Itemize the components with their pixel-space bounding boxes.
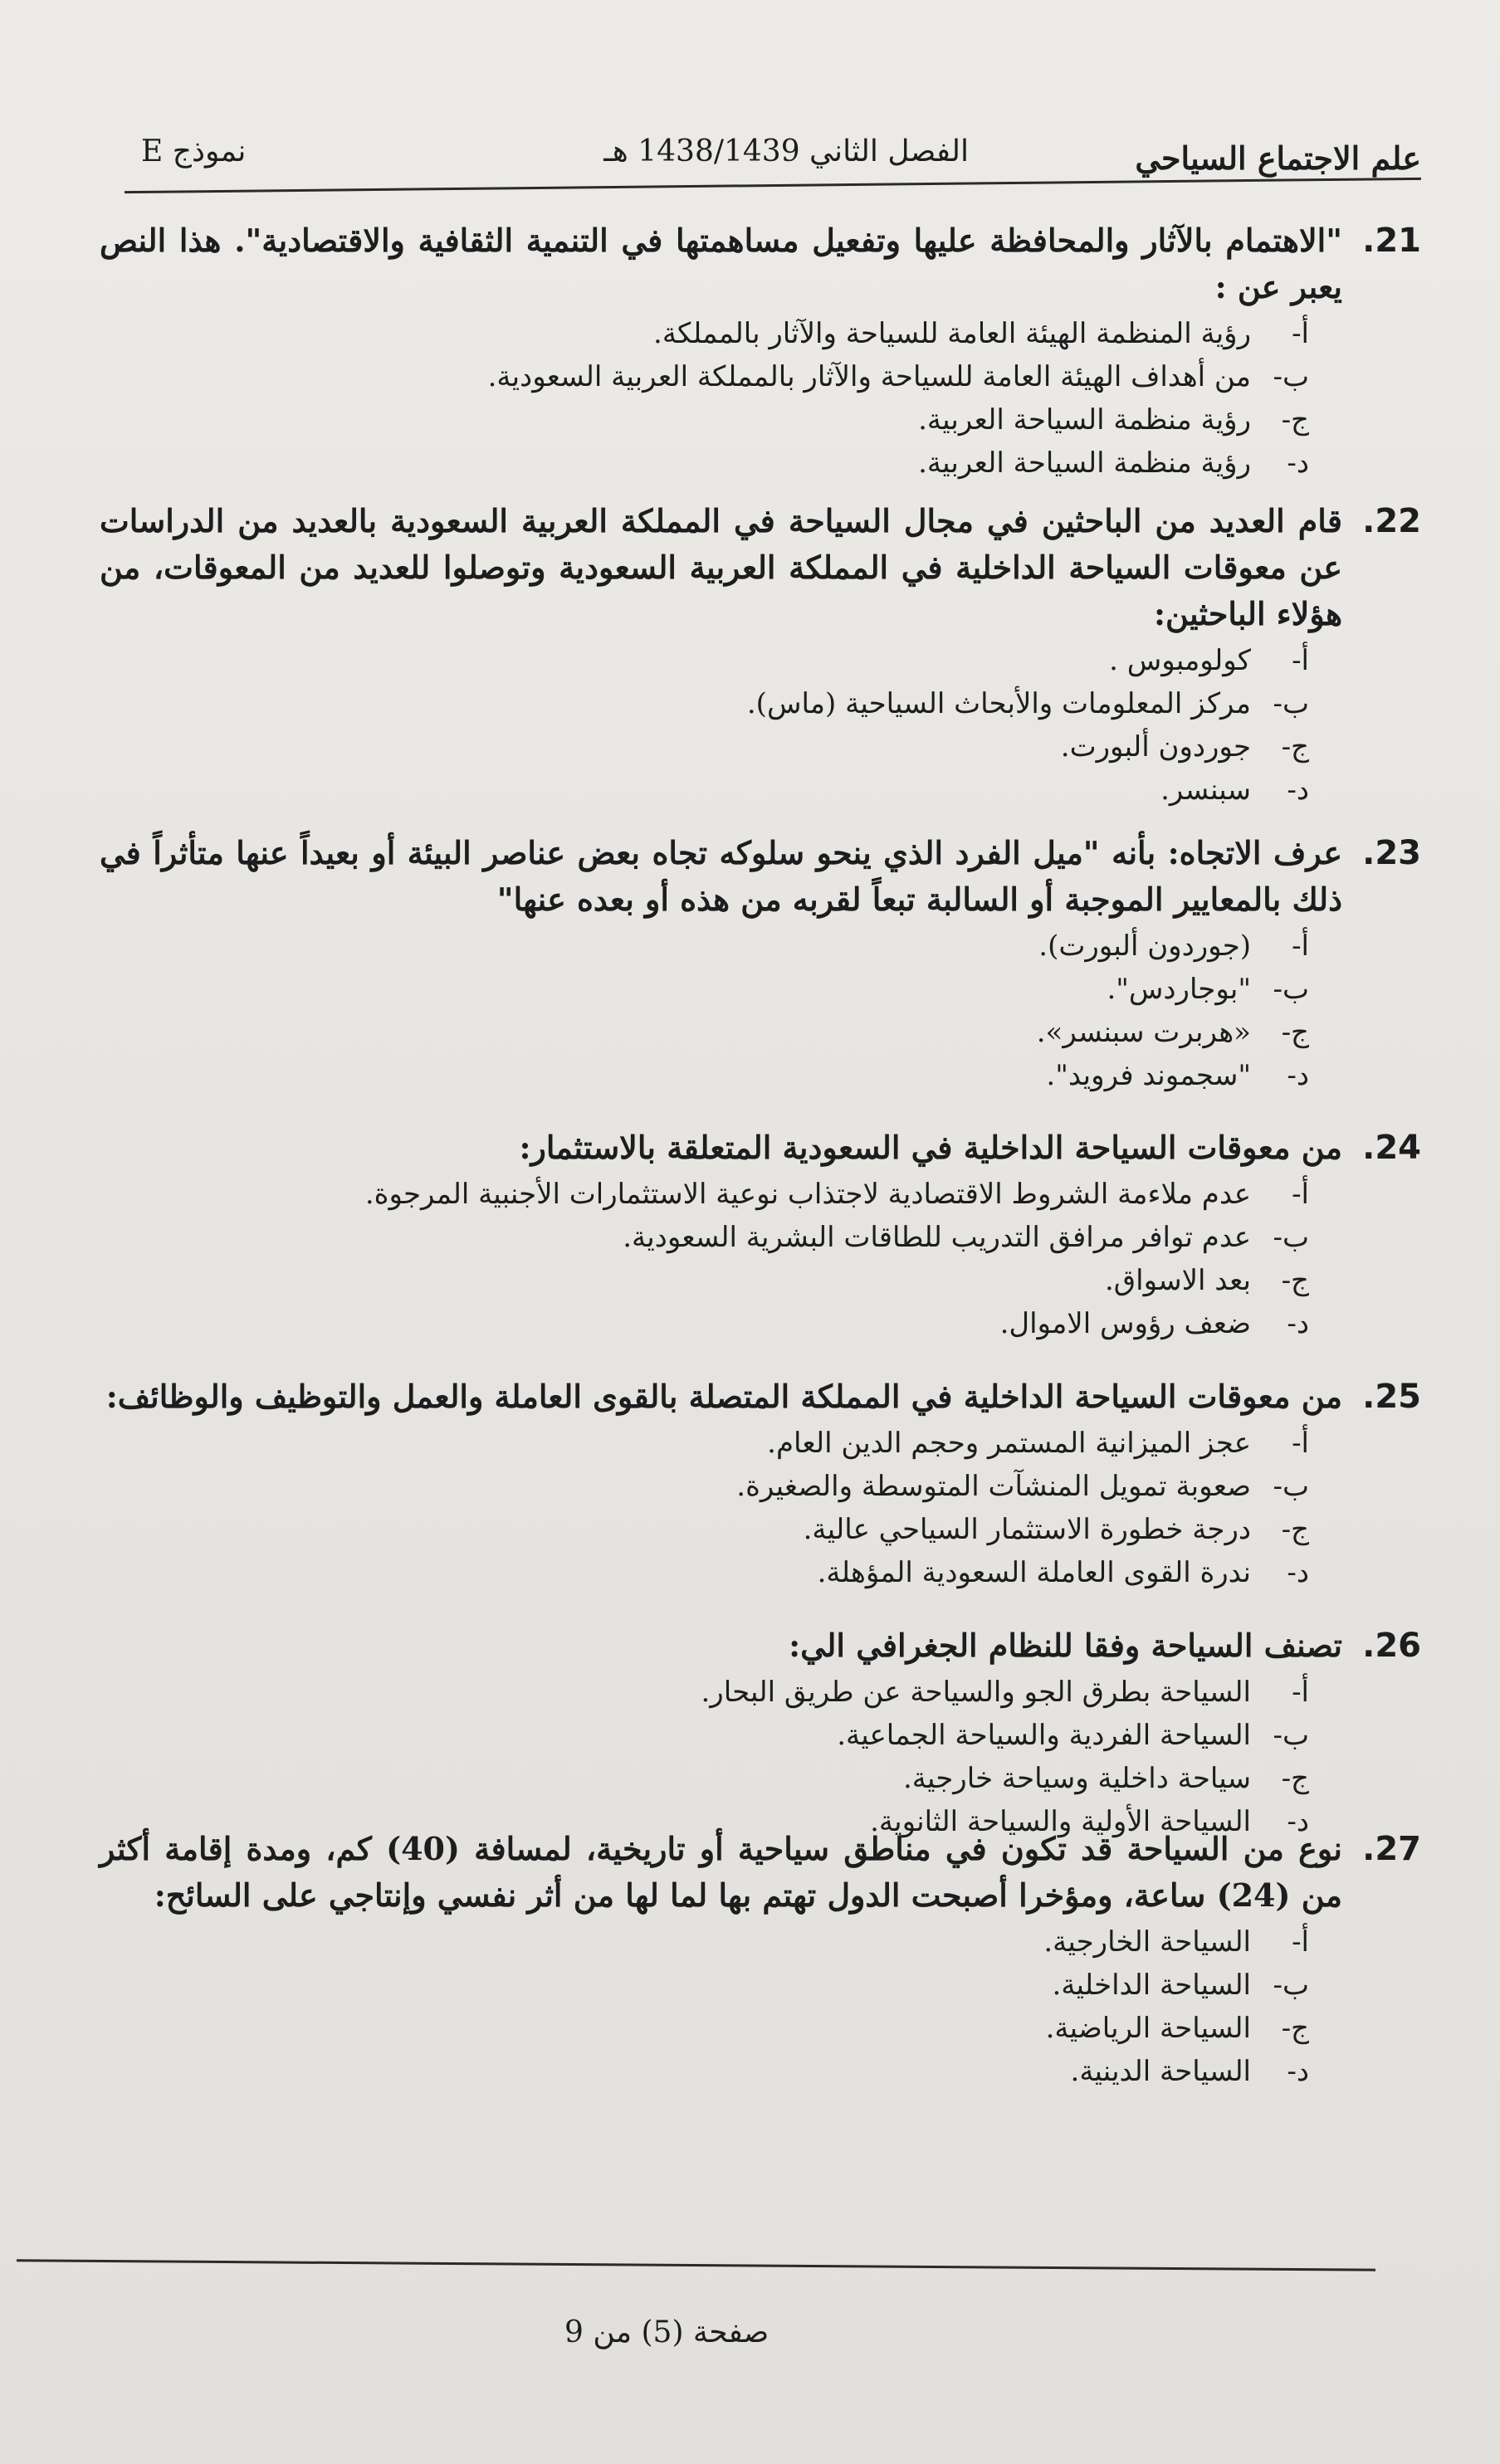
question-25	[100, 1373, 1421, 1594]
options-list	[100, 1422, 1309, 1594]
question-number: 22.	[1362, 502, 1421, 540]
option-c[interactable]: ج-السياحة الرياضية.	[1045, 2012, 1309, 2045]
question-stem	[100, 1826, 1421, 1919]
options-list	[100, 1920, 1309, 2093]
question-26	[100, 1622, 1421, 1843]
option-b[interactable]: ب-عدم توافر مرافق التدريب للطاقات البشرية السعودية.	[623, 1221, 1309, 1254]
options-list	[100, 1671, 1309, 1843]
option-b[interactable]: ب-السياحة الفردية والسياحة الجماعية.	[837, 1719, 1309, 1752]
question-number: 27.	[1362, 1830, 1421, 1868]
question-text: من معوقات السياحة الداخلية في السعودية المتعلقة بالاستثمار:	[519, 1129, 1342, 1166]
question-text: "الاهتمام بالآثار والمحافظة عليها وتفعيل مساهمتها في التنمية الثقافية والاقتصادية". هذا النص يعبر عن :	[100, 222, 1342, 305]
option-d[interactable]: د-السياحة الأولية والسياحة الثانوية.	[870, 1805, 1309, 1838]
option-a[interactable]: أ-(جوردون ألبورت).	[1038, 929, 1309, 963]
option-c[interactable]: ج-رؤية منظمة السياحة العربية.	[918, 403, 1309, 437]
footer-divider	[17, 2259, 1375, 2271]
option-d[interactable]: د-السياحة الدينية.	[1070, 2055, 1309, 2088]
question-text: من معوقات السياحة الداخلية في المملكة المتصلة بالقوى العاملة والعمل والتوظيف والوظائف:	[105, 1378, 1342, 1415]
question-number: 25.	[1362, 1378, 1421, 1416]
question-21	[100, 217, 1421, 485]
option-a[interactable]: أ-كولومبوس .	[1109, 644, 1309, 677]
question-stem	[100, 1125, 1421, 1171]
header-semester: الفصل الثاني 1438/1439 هـ	[603, 134, 969, 168]
header-model: نموذج E	[141, 134, 247, 168]
option-c[interactable]: ج-جوردون ألبورت.	[1060, 730, 1309, 764]
option-b[interactable]: ب-صعوبة تمويل المنشآت المتوسطة والصغيرة.	[736, 1470, 1309, 1503]
option-b[interactable]: ب-السياحة الداخلية.	[1052, 1969, 1309, 2002]
question-text: تصنف السياحة وفقا للنظام الجغرافي الي:	[789, 1627, 1342, 1664]
header-subject: علم الاجتماع السياحي	[1135, 139, 1421, 177]
question-text: قام العديد من الباحثين في مجال السياحة في المملكة العربية السعودية بالعديد من الدراسات عن معوقات السياحة الداخلية في المملكة العربية السعودية وتوصلوا للعديد من المعوقات، من هؤلاء الباحثين:	[100, 502, 1342, 632]
options-list	[100, 925, 1309, 1097]
question-23	[100, 830, 1421, 1097]
question-number: 23.	[1362, 834, 1421, 872]
option-c[interactable]: ج-بعد الاسواق.	[1104, 1264, 1309, 1297]
question-27	[100, 1826, 1421, 2093]
option-a[interactable]: أ-السياحة الخارجية.	[1043, 1925, 1309, 1959]
question-number: 26.	[1362, 1627, 1421, 1665]
question-number: 24.	[1362, 1129, 1421, 1167]
option-c[interactable]: ج-سياحة داخلية وسياحة خارجية.	[902, 1762, 1309, 1795]
options-list	[100, 639, 1309, 812]
option-d[interactable]: د-"سجموند فرويد".	[1046, 1059, 1309, 1092]
question-text: عرف الاتجاه: بأنه "ميل الفرد الذي ينحو سلوكه تجاه بعض عناصر البيئة أو بعيداً عنها متأثراً في ذلك بالمعايير الموجبة أو السالبة تبعاً لقربه من هذه أو بعده عنها"	[100, 834, 1342, 918]
question-stem	[100, 830, 1421, 923]
option-a[interactable]: أ-عدم ملاءمة الشروط الاقتصادية لاجتذاب نوعية الاستثمارات الأجنبية المرجوة.	[364, 1178, 1309, 1211]
option-a[interactable]: أ-عجز الميزانية المستمر وحجم الدين العام.	[767, 1427, 1309, 1460]
option-c[interactable]: ج-درجة خطورة الاستثمار السياحي عالية.	[803, 1513, 1309, 1546]
option-b[interactable]: ب-من أهداف الهيئة العامة للسياحة والآثار بالمملكة العربية السعودية.	[487, 360, 1309, 393]
option-d[interactable]: د-رؤية منظمة السياحة العربية.	[918, 446, 1309, 480]
option-c[interactable]: ج-«هربرت سبنسر».	[1036, 1016, 1309, 1049]
option-b[interactable]: ب-مركز المعلومات والأبحاث السياحية (ماس).	[746, 687, 1309, 720]
question-stem	[100, 498, 1421, 637]
page-number: صفحة (5) من 9	[564, 2315, 770, 2349]
option-b[interactable]: ب-"بوجاردس".	[1107, 973, 1309, 1006]
options-list	[100, 1173, 1309, 1345]
question-24	[100, 1125, 1421, 1345]
question-number: 21.	[1362, 222, 1421, 260]
question-22	[100, 498, 1421, 812]
option-d[interactable]: د-ضعف رؤوس الاموال.	[999, 1307, 1309, 1340]
options-list	[100, 312, 1309, 485]
option-d[interactable]: د-ندرة القوى العاملة السعودية المؤهلة.	[817, 1556, 1309, 1589]
question-stem	[100, 1622, 1421, 1669]
question-stem	[100, 217, 1421, 310]
question-stem	[100, 1373, 1421, 1420]
header-divider	[125, 178, 1421, 193]
question-text: نوع من السياحة قد تكون في مناطق سياحية أو تاريخية، لمسافة (40) كم، ومدة إقامة أكثر من (24) ساعة، ومؤخرا أصبحت الدول تهتم بها لما لها من أثر نفسي وإنتاجي على السائح:	[100, 1830, 1342, 1914]
option-a[interactable]: أ-السياحة بطرق الجو والسياحة عن طريق البحار.	[701, 1676, 1309, 1709]
option-d[interactable]: د-سبنسر.	[1160, 773, 1309, 807]
option-a[interactable]: أ-رؤية المنظمة الهيئة العامة للسياحة والآثار بالمملكة.	[653, 317, 1309, 350]
